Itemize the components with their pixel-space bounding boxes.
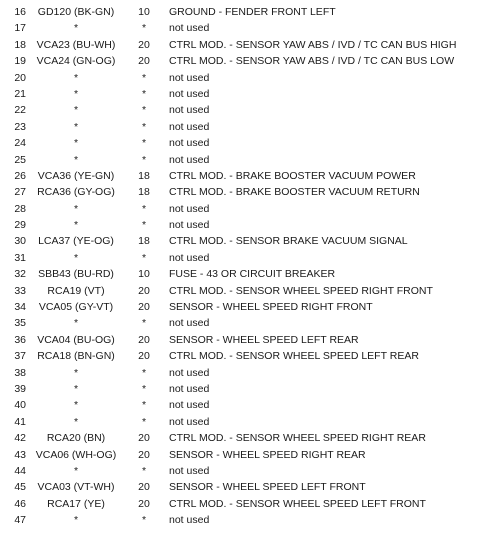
circuit-function: CTRL MOD. - SENSOR YAW ABS / IVD / TC CAN BUS HIGH <box>169 38 457 51</box>
pin-number: 43 <box>14 448 26 461</box>
circuit-function: CTRL MOD. - SENSOR WHEEL SPEED RIGHT FRONT <box>169 284 433 297</box>
circuit-function: CTRL MOD. - SENSOR WHEEL SPEED RIGHT REAR <box>169 432 426 445</box>
circuit-code: GD120 (BK-GN) <box>37 6 115 18</box>
pin-number: 34 <box>14 301 26 314</box>
circuit-code: VCA04 (BU-OG) <box>37 333 115 346</box>
circuit-function: SENSOR - WHEEL SPEED RIGHT REAR <box>169 448 366 461</box>
wire-gauge: * <box>141 366 147 379</box>
table-row <box>0 184 478 200</box>
circuit-code: RCA20 (BN) <box>46 432 106 445</box>
table-row <box>0 348 478 364</box>
circuit-function: CTRL MOD. - SENSOR YAW ABS / IVD / TC CAN BUS LOW <box>169 55 455 68</box>
pin-number: 23 <box>14 120 26 133</box>
circuit-code: * <box>73 71 79 84</box>
circuit-code: VCA23 (BU-WH) <box>36 38 116 51</box>
table-row <box>0 266 478 282</box>
circuit-code: * <box>73 464 79 477</box>
circuit-code: * <box>73 514 79 527</box>
pin-number: 24 <box>14 137 26 150</box>
circuit-code: RCA18 (BN-GN) <box>37 350 115 363</box>
wire-gauge: 10 <box>138 268 150 281</box>
circuit-function: SENSOR - WHEEL SPEED LEFT FRONT <box>169 481 366 494</box>
pin-number: 36 <box>14 333 26 346</box>
circuit-function: CTRL MOD. - BRAKE BOOSTER VACUUM POWER <box>169 169 416 182</box>
table-row <box>0 479 478 495</box>
circuit-function: not used <box>169 153 210 166</box>
circuit-code: VCA06 (WH-OG) <box>35 448 117 461</box>
table-row <box>0 430 478 446</box>
table-row <box>0 4 478 20</box>
wire-gauge: * <box>141 104 147 117</box>
circuit-code: VCA05 (GY-VT) <box>38 301 114 314</box>
circuit-function: CTRL MOD. - SENSOR BRAKE VACUUM SIGNAL <box>169 235 408 248</box>
circuit-code: RCA17 (YE) <box>47 497 105 510</box>
table-row <box>0 315 478 331</box>
circuit-function: FUSE - 43 OR CIRCUIT BREAKER <box>169 268 336 281</box>
pin-number: 46 <box>14 497 26 510</box>
wire-gauge: 20 <box>138 301 150 314</box>
pin-number: 33 <box>14 284 26 297</box>
pin-number: 22 <box>14 104 26 117</box>
circuit-code: * <box>73 366 79 379</box>
wire-gauge: * <box>141 87 147 100</box>
circuit-function: not used <box>169 366 210 379</box>
circuit-function: not used <box>169 104 210 117</box>
pin-number: 21 <box>14 87 26 100</box>
circuit-code: SBB43 (BU-RD) <box>38 268 114 281</box>
circuit-code: VCA24 (GN-OG) <box>36 55 116 68</box>
pin-number: 38 <box>14 366 26 379</box>
wire-gauge: * <box>141 317 147 330</box>
circuit-function: not used <box>169 514 210 527</box>
table-row <box>0 332 478 348</box>
table-row <box>0 512 478 528</box>
circuit-function: not used <box>169 202 210 215</box>
pin-number: 27 <box>14 186 26 199</box>
circuit-function: GROUND - FENDER FRONT LEFT <box>169 6 336 18</box>
wire-gauge: 20 <box>138 432 150 445</box>
circuit-code: * <box>73 120 79 133</box>
circuit-code: VCA36 (YE-GN) <box>37 169 115 182</box>
circuit-function: CTRL MOD. - BRAKE BOOSTER VACUUM RETURN <box>169 186 420 199</box>
pin-number: 35 <box>14 317 26 330</box>
table-row <box>0 447 478 463</box>
circuit-function: CTRL MOD. - SENSOR WHEEL SPEED LEFT REAR <box>169 350 419 363</box>
table-row <box>0 37 478 53</box>
pin-number: 42 <box>14 432 26 445</box>
pin-number: 25 <box>14 153 26 166</box>
circuit-code: * <box>73 137 79 150</box>
pin-number: 47 <box>14 514 26 527</box>
wire-gauge: * <box>141 464 147 477</box>
circuit-function: not used <box>169 71 210 84</box>
pin-number: 44 <box>14 464 26 477</box>
pin-number: 30 <box>14 235 26 248</box>
wire-gauge: * <box>141 120 147 133</box>
circuit-code: * <box>73 22 79 35</box>
circuit-code: * <box>73 415 79 428</box>
circuit-code: * <box>73 251 79 264</box>
table-row <box>0 152 478 168</box>
circuit-function: not used <box>169 317 210 330</box>
table-row <box>0 463 478 479</box>
table-row <box>0 365 478 381</box>
wire-gauge: 10 <box>138 6 150 18</box>
pin-number: 28 <box>14 202 26 215</box>
table-row <box>0 20 478 36</box>
wire-gauge: 18 <box>138 169 150 182</box>
circuit-code: * <box>73 202 79 215</box>
circuit-function: not used <box>169 251 210 264</box>
pin-number: 37 <box>14 350 26 363</box>
wire-gauge: * <box>141 153 147 166</box>
wire-gauge: * <box>141 71 147 84</box>
wire-gauge: 20 <box>138 448 150 461</box>
circuit-function: CTRL MOD. - SENSOR WHEEL SPEED LEFT FRONT <box>169 497 426 510</box>
pin-number: 26 <box>14 169 26 182</box>
table-row <box>0 201 478 217</box>
circuit-function: SENSOR - WHEEL SPEED LEFT REAR <box>169 333 359 346</box>
circuit-code: * <box>73 399 79 412</box>
circuit-function: not used <box>169 137 210 150</box>
circuit-code: LCA37 (YE-OG) <box>38 235 114 248</box>
wire-gauge: * <box>141 251 147 264</box>
wire-gauge: 20 <box>138 350 150 363</box>
wire-gauge: * <box>141 22 147 35</box>
circuit-code: RCA19 (VT) <box>47 284 105 297</box>
circuit-function: not used <box>169 464 210 477</box>
wire-gauge: 20 <box>138 481 150 494</box>
circuit-code: * <box>73 219 79 232</box>
pin-number: 45 <box>14 481 26 494</box>
table-row <box>0 397 478 413</box>
wire-gauge: 18 <box>138 186 150 199</box>
pin-number: 39 <box>14 382 26 395</box>
pin-number: 18 <box>14 38 26 51</box>
table-row <box>0 70 478 86</box>
table-row <box>0 53 478 69</box>
table-row <box>0 299 478 315</box>
circuit-code: VCA03 (VT-WH) <box>37 481 115 494</box>
circuit-function: not used <box>169 219 210 232</box>
circuit-function: SENSOR - WHEEL SPEED RIGHT FRONT <box>169 301 373 314</box>
table-row <box>0 381 478 397</box>
pin-number: 20 <box>14 71 26 84</box>
wire-gauge: 20 <box>138 333 150 346</box>
circuit-code: * <box>73 87 79 100</box>
circuit-function: not used <box>169 87 210 100</box>
table-row <box>0 102 478 118</box>
table-row <box>0 135 478 151</box>
circuit-function: not used <box>169 399 210 412</box>
pin-number: 29 <box>14 219 26 232</box>
circuit-function: not used <box>169 415 210 428</box>
wire-gauge: * <box>141 514 147 527</box>
pin-number: 17 <box>14 22 26 35</box>
circuit-code: * <box>73 104 79 117</box>
table-row <box>0 233 478 249</box>
wire-gauge: * <box>141 202 147 215</box>
table-row <box>0 86 478 102</box>
wire-gauge: 18 <box>138 235 150 248</box>
pin-number: 41 <box>14 415 26 428</box>
circuit-code: * <box>73 382 79 395</box>
wire-gauge: 20 <box>138 38 150 51</box>
pin-number: 31 <box>14 251 26 264</box>
table-row <box>0 496 478 512</box>
wire-gauge: 20 <box>138 284 150 297</box>
wire-gauge: * <box>141 399 147 412</box>
table-row <box>0 414 478 430</box>
table-row <box>0 119 478 135</box>
circuit-code: * <box>73 317 79 330</box>
table-row <box>0 217 478 233</box>
pin-number: 40 <box>14 399 26 412</box>
wire-gauge: 20 <box>138 497 150 510</box>
wire-gauge: 20 <box>138 55 150 68</box>
wire-gauge: * <box>141 219 147 232</box>
pin-number: 32 <box>14 268 26 281</box>
circuit-code: RCA36 (GY-OG) <box>37 186 115 199</box>
pin-number: 16 <box>14 6 26 18</box>
table-row <box>0 168 478 184</box>
table-row <box>0 283 478 299</box>
table-row <box>0 250 478 266</box>
circuit-function: not used <box>169 120 210 133</box>
wire-gauge: * <box>141 137 147 150</box>
wire-gauge: * <box>141 382 147 395</box>
wire-gauge: * <box>141 415 147 428</box>
pin-number: 19 <box>14 55 26 68</box>
circuit-function: not used <box>169 22 210 35</box>
circuit-function: not used <box>169 382 210 395</box>
circuit-code: * <box>73 153 79 166</box>
